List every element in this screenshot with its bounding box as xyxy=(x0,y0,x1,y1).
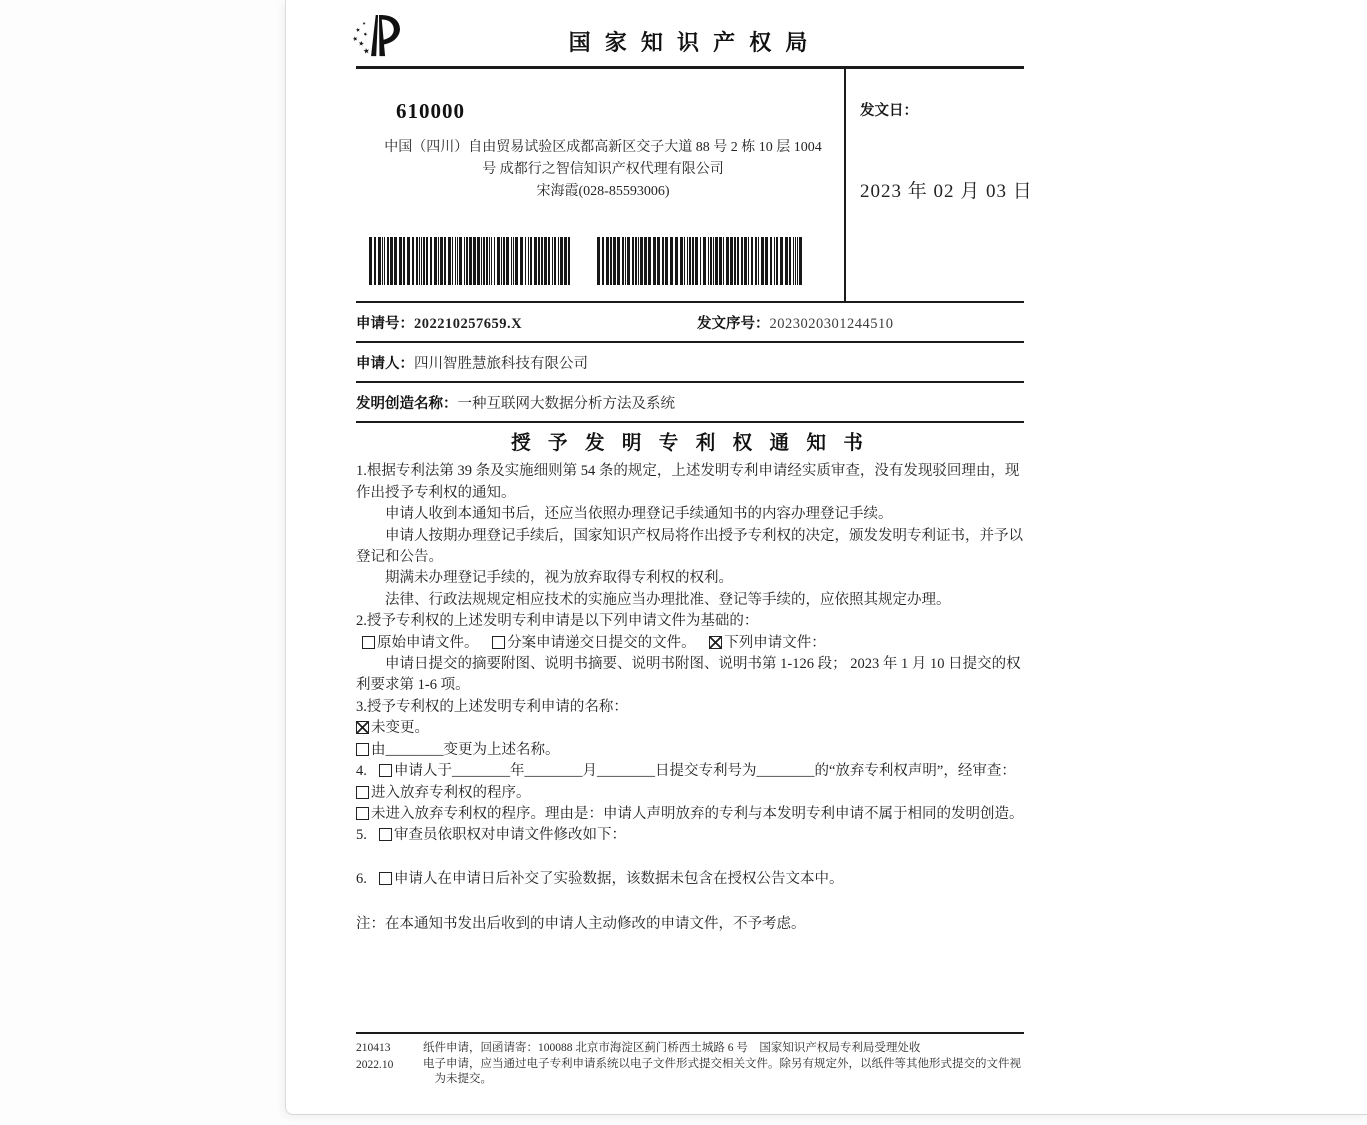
examiner-amendment-checkbox xyxy=(379,828,392,841)
notice-title: 授 予 发 明 专 利 权 通 知 书 xyxy=(511,432,869,454)
application-barcode xyxy=(369,237,575,285)
dispatch-number-label: 发文序号： xyxy=(697,316,770,332)
divisional-files-label: 分案申请递交日提交的文件。 xyxy=(507,634,696,651)
invention-title-value: 一种互联网大数据分析方法及系统 xyxy=(457,396,675,412)
dispatch-date-value: 2023 年 02 月 03 日 xyxy=(860,181,1033,202)
clause-5-number: 5. xyxy=(356,827,367,844)
clause-1: 1.根据专利法第 39 条及实施细则第 54 条的规定，上述发明专利申请经实质审查，没有发现驳回理由，现作出授予专利权的通知。 xyxy=(356,463,1020,501)
listed-files-label: 下列申请文件： xyxy=(724,634,826,651)
option-name-unchanged xyxy=(356,718,1024,739)
dispatch-number-value: 2023020301244510 xyxy=(769,316,894,332)
dispatch-date-block xyxy=(846,69,1033,301)
form-codes xyxy=(356,1041,423,1088)
application-number-row xyxy=(356,303,1024,343)
agency-title: 国 家 知 识 产 权 局 xyxy=(568,30,812,55)
invention-title-row xyxy=(356,383,1024,423)
document-footer xyxy=(356,1032,1024,1088)
enter-abandon-checkbox xyxy=(356,786,369,799)
option-divisional-files xyxy=(492,635,696,651)
paper-filing-instruction: 纸件申请，回函请寄：100088 北京市海淀区蓟门桥西土城路 6 号 国家知识产权局专利局受理处收 xyxy=(423,1042,921,1054)
name-changed-label: 由________变更为上述名称。 xyxy=(371,741,560,758)
option-enter-abandon xyxy=(356,783,1024,804)
note-line: 注：在本通知书发出后收到的申请人主动修改的申请文件，不予考虑。 xyxy=(356,916,806,933)
application-number-value: 202210257659.X xyxy=(414,316,523,332)
document-header xyxy=(356,0,1024,69)
clause-4-number: 4. xyxy=(356,763,367,780)
listed-files-checkbox xyxy=(709,636,722,649)
option-original-files xyxy=(362,635,479,651)
clause-6 xyxy=(356,869,1024,890)
info-section xyxy=(356,69,1033,303)
notice-body xyxy=(356,433,1024,936)
enter-abandon-label: 进入放弃专利权的程序。 xyxy=(371,784,531,801)
original-files-label: 原始申请文件。 xyxy=(377,634,479,651)
applicant-value: 四川智胜慧旅科技有限公司 xyxy=(414,356,588,372)
clause-1-para-2: 申请人收到本通知书后，还应当依照办理登记手续通知书的内容办理登记手续。 xyxy=(385,506,893,523)
recipient-address xyxy=(362,137,844,203)
applicant-row xyxy=(356,343,1024,383)
recipient-contact: 宋海霞(028-85593006) xyxy=(536,184,670,199)
not-enter-abandon-checkbox xyxy=(356,807,369,820)
clause-1-para-5: 法律、行政法规规定相应技术的实施应当办理批准、登记等手续的，应依照其规定办理。 xyxy=(385,591,951,608)
recipient-block xyxy=(356,69,846,301)
name-unchanged-checkbox xyxy=(356,721,369,734)
dispatch-date-label: 发文日： xyxy=(860,103,918,119)
clause-2-options xyxy=(356,633,1024,654)
invention-title-label: 发明创造名称： xyxy=(356,396,458,412)
postal-code: 610000 xyxy=(396,99,465,123)
address-line-2: 号 成都行之智信知识产权代理有限公司 xyxy=(482,162,724,177)
clause-1-para-4: 期满未办理登记手续的，视为放弃取得专利权的权利。 xyxy=(385,570,733,587)
electronic-filing-instruction: 电子申请，应当通过电子专利申请系统以电子文件形式提交相关文件。除另有规定外，以纸件等其他形式提交的文件视为未提交。 xyxy=(423,1057,1021,1085)
listed-files-detail: 申请日提交的摘要附图、说明书摘要、说明书附图、说明书第 1-126 段； 2023 年 1 月 10 日提交的权利要求第 1-6 项。 xyxy=(356,656,1021,694)
abandon-declaration-checkbox xyxy=(379,764,392,777)
clause-5 xyxy=(356,825,1024,846)
patent-notice-document xyxy=(285,0,1367,1115)
application-number-label: 申请号： xyxy=(356,316,414,332)
clause-6-text: 申请人在申请日后补交了实验数据，该数据未包含在授权公告文本中。 xyxy=(394,870,844,887)
address-line-1: 中国（四川）自由贸易试验区成都高新区交子大道 88 号 2 栋 10 层 1004 xyxy=(384,140,822,155)
clause-5-text: 审查员依职权对申请文件修改如下： xyxy=(394,827,626,844)
barcode-group xyxy=(369,237,844,285)
dispatch-barcode xyxy=(597,237,803,285)
clause-1-para-3: 申请人按期办理登记手续后，国家知识产权局将作出授予专利权的决定，颁发发明专利证书，并予以登记和公告。 xyxy=(356,527,1023,566)
clause-3-title: 3.授予专利权的上述发明专利申请的名称： xyxy=(356,698,628,715)
form-code: 210413 xyxy=(356,1042,391,1054)
name-changed-checkbox xyxy=(356,743,369,756)
dispatch-number-cell xyxy=(697,312,894,333)
option-not-enter-abandon xyxy=(356,804,1024,825)
clause-2-title: 2.授予专利权的上述发明专利申请是以下列申请文件为基础的： xyxy=(356,613,759,630)
clause-4 xyxy=(356,761,1024,782)
not-enter-abandon-label: 未进入放弃专利权的程序。理由是：申请人声明放弃的专利与本发明专利申请不属于相同的发明创造。 xyxy=(371,805,1024,822)
option-listed-files xyxy=(709,635,826,651)
clause-6-number: 6. xyxy=(356,870,367,887)
form-date: 2022.10 xyxy=(356,1058,394,1071)
applicant-label: 申请人： xyxy=(356,356,414,372)
footer-instructions xyxy=(423,1041,1024,1088)
option-name-changed xyxy=(356,740,1024,761)
divisional-files-checkbox xyxy=(492,636,505,649)
original-files-checkbox xyxy=(362,636,375,649)
clause-4-text: 申请人于________年________月________日提交专利号为________的“放弃专利权声明”，经审查： xyxy=(394,763,1016,780)
name-unchanged-label: 未变更。 xyxy=(371,720,429,737)
experimental-data-checkbox xyxy=(379,872,392,885)
application-number-cell xyxy=(356,312,697,333)
